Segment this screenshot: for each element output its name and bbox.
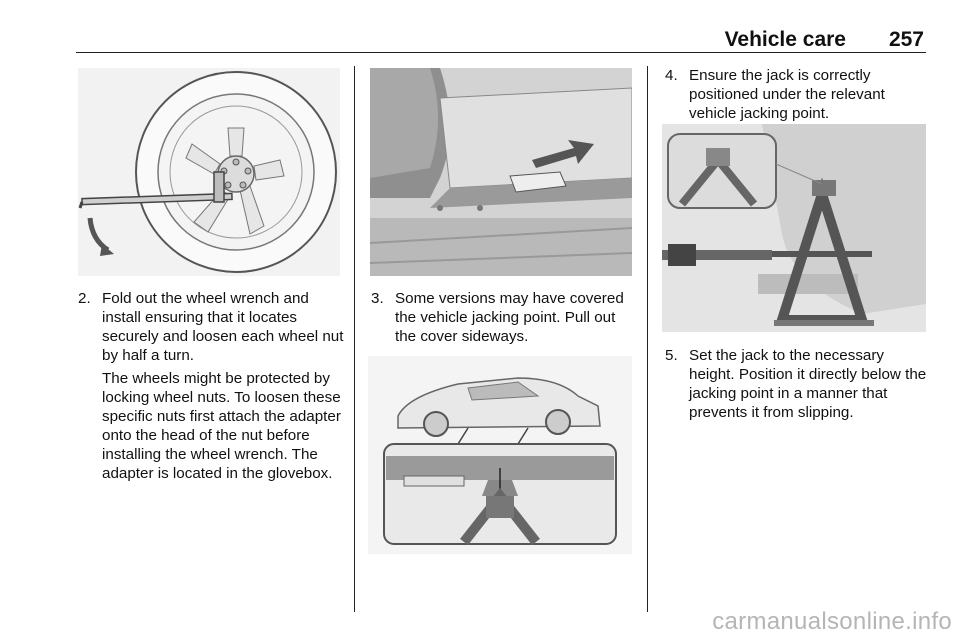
step-note: The wheels might be protected by locking wheel nuts. To loosen these specific nuts first attach the adapter onto the head of the nut before installing the wheel wrench. The adapter is located in the glovebox. [102,370,341,482]
jacking-point-cover-illustration [370,68,632,276]
column-divider [647,66,648,612]
step-3 [371,289,639,350]
page-number: 257 [888,28,924,51]
wheel-wrench-illustration [78,68,340,276]
step-4 [665,66,930,127]
step-number: 3. [371,290,384,307]
column-divider [354,66,355,612]
scissor-jack-illustration [662,124,926,332]
car-jack-position-illustration [368,356,632,554]
step-text: Fold out the wheel wrench and install ensuring that it locates securely and loosen each wheel nut by half a turn. [102,290,344,364]
watermark: carmanualsonline.info [712,608,952,635]
step-number: 4. [665,67,678,84]
step-text: Set the jack to the necessary height. Position it directly below the jacking point in a manner that prevents it from slipping. [689,347,927,421]
page-header [76,28,926,53]
section-title: Vehicle care [724,28,846,51]
step-text: Ensure the jack is correctly positioned under the relevant vehicle jacking point. [689,67,885,122]
step-number: 5. [665,347,678,364]
step-number: 2. [78,290,91,307]
step-text: Some versions may have covered the vehicle jacking point. Pull out the cover sideways. [395,290,624,345]
step-2 [78,289,348,487]
step-5 [665,346,930,426]
